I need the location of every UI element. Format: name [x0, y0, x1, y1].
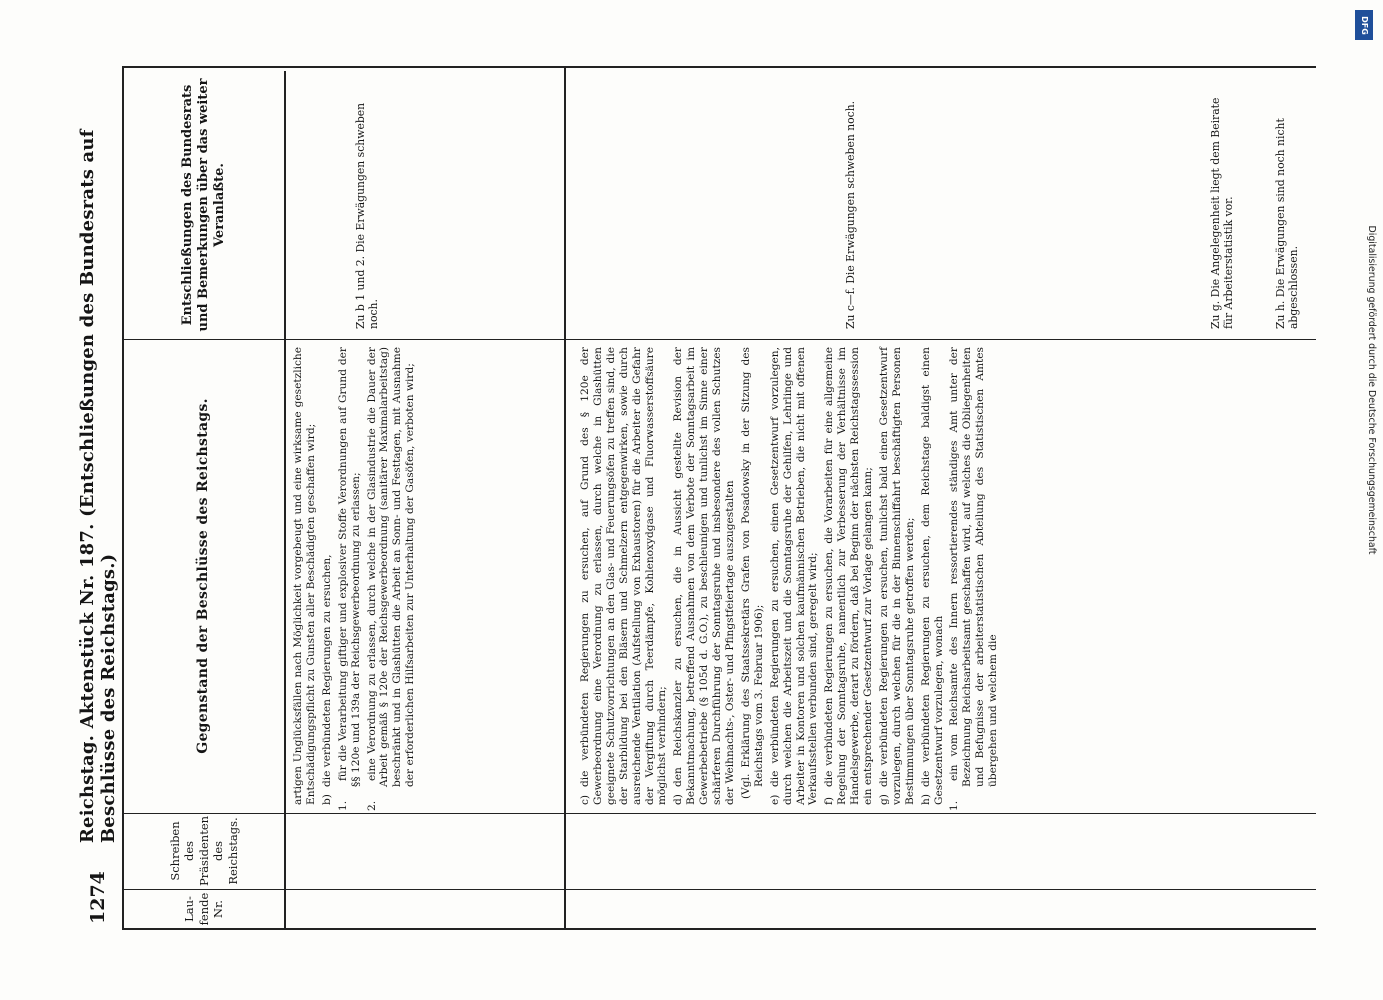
- decision-table: [122, 66, 1316, 930]
- running-head: Reichstag. Aktenstück Nr. 187. (Entschließungen des Bundesrats auf Beschlüsse des Reichstags.): [77, 129, 119, 844]
- rotated-page: [77, 70, 1320, 930]
- item-g-label: g): [877, 794, 890, 805]
- item-b2-text: eine Verordnung zu erlassen, durch welche in der Glasindustrie die Dauer der Arbeit gemäß § 120e der Reichsgewerbeordnung (sanitärer Maximalarbeitstag) beschränkt und in Glashütten die Arbeit an Sonn- und Festtagen, mit Ausnahme der erforderlichen Hilfsarbeiten zur Unterhaltung der Gasöfen, verboten wird;: [365, 347, 417, 787]
- item-h1-text: ein vom Reichsamte des Innern ressortierendes ständiges Amt unter der Bezeichnung Reichsarbeitsamt geschaffen wird, auf welches die Obliegenheiten und Befugnisse der arbeiterstatistischen Abteilung des Statistischen Amtes übergehen und welchem die: [948, 347, 1000, 787]
- item-d: [672, 347, 737, 805]
- item-b-label: b): [320, 794, 333, 805]
- item-h: [920, 347, 946, 805]
- item-e-label: e): [768, 794, 781, 805]
- item-h1-label: 1.: [948, 800, 961, 811]
- item-d-label: d): [672, 794, 685, 805]
- item-b1-text: für die Verarbeitung giftiger und explosiver Stoffe Verordnungen auf Grund der §§ 120e und 139a der Reichsgewerbeordnung zu erlassen;: [336, 347, 362, 787]
- column-entschliessungen: [124, 71, 1316, 340]
- column-header-schreiben: Schreiben des Präsidenten des Reichstags.: [124, 813, 286, 889]
- item-h-label: h): [919, 794, 932, 805]
- column-laufende-nr: [124, 890, 1316, 928]
- digitization-credit: Digitalisierung gefördert durch die Deutsche Forschungsgemeinschaft: [1366, 225, 1377, 555]
- column-gegenstand: [124, 339, 1316, 814]
- dfg-logo-text: DFG: [1359, 15, 1369, 35]
- item-b1: [336, 347, 363, 811]
- item-f: [823, 347, 875, 805]
- column-schreiben: [124, 813, 1316, 890]
- remark-b: Zu b 1 und 2. Die Erwägungen schweben noch.: [354, 102, 380, 329]
- item-h-text: die verbündeten Regierungen zu ersuchen, dem Reichstage baldigst einen Gesetzentwurf vorzulegen, wonach: [919, 347, 945, 805]
- column-header-laufende-nr: Lau- fende Nr.: [124, 890, 286, 928]
- item-e-text: die verbündeten Regierungen zu ersuchen, einen Gesetzentwurf vorzulegen, durch welchen die Arbeitszeit und die Sonntagsruhe der Gehilfen, Lehrlinge und Arbeiter in Kontoren und solchen kaufmännischen Betrieben, die nicht mit offenen Verkaufsstellen verbunden sind, geregelt wird;: [768, 347, 820, 805]
- item-d-note: (Vgl. Erklärung des Staatssekretärs Grafen von Posadowsky in der Sitzung des Reichstags vom 3. Februar 1906);: [739, 347, 765, 799]
- page-number: 1274: [87, 871, 109, 924]
- page-header: [77, 70, 119, 930]
- item-d-text: den Reichskanzler zu ersuchen, die in Aussicht gestellte Revision der Bekanntmachung, betreffend Ausnahmen von dem Verbote der Sonntagsarbeit im Gewerbebetriebe (§ 105d d. G.O.), zu beschleunigen und tunlichst im Sinne einer schärferen Durchführung der Sonntagsruhe und insbesondere des vollen Schutzes der Weihnachts-, Oster- und Pfingstfeiertage auszugestalten: [672, 347, 736, 805]
- item-g-text: die verbündeten Regierungen zu ersuchen, tunlichst bald einen Gesetzentwurf vorzulegen, durch welchen für die in der Binnenschiffahrt beschäftigten Personen Bestimmungen über Sonntagsruhe getroffen werden;: [877, 347, 916, 805]
- digitization-sidebar: [1352, 0, 1378, 1000]
- item-h1: [948, 347, 1000, 811]
- column-header-entschliessungen: Entschließungen des Bundesrats und Bemerkungen über das weiter Veranlaßte.: [124, 71, 286, 339]
- section1-intro: artigen Unglücksfällen nach Möglichkeit vorgebeugt und eine wirksame gesetzliche Entschädigungspflicht zu Gunsten aller Beschädigten geschaffen wird;: [292, 347, 317, 805]
- item-b-text: die verbündeten Regierungen zu ersuchen,: [320, 554, 333, 787]
- item-e: [769, 347, 821, 805]
- section1-text: [292, 347, 420, 811]
- dfg-logo: [1355, 10, 1373, 40]
- remark-h: Zu h. Die Erwägungen sind noch nicht abgeschlossen.: [1274, 118, 1300, 329]
- row-divider: [564, 68, 566, 928]
- remark-g: Zu g. Die Angelegenheit liegt dem Beirate für Arbeiterstatistik vor.: [1209, 97, 1235, 329]
- item-f-label: f): [823, 796, 836, 805]
- column-header-gegenstand: Gegenstand der Beschlüsse des Reichstags.: [124, 339, 286, 813]
- item-b2: [365, 347, 418, 811]
- item-b: [321, 347, 334, 805]
- item-f-text: die verbündeten Regierungen zu ersuchen, die Vorarbeiten für eine allgemeine Regelung der Sonntagsruhe, namentlich zur Verbesserung der Verhältnisse im Handelsgewerbe, derart zu fördern, daß bei Beginn der nächsten Reichstagssession ein entsprechender Gesetzentwurf zur Vorlage gelangen kann;: [823, 347, 875, 805]
- item-c-label: c): [579, 794, 591, 805]
- item-b1-label: 1.: [336, 800, 349, 811]
- section2-text: [579, 347, 1003, 811]
- item-c-text: die verbündeten Regierungen zu ersuchen, auf Grund des § 120e der Gewerbeordnung eine Verordnung zu erlassen, durch welche in Glashütten geeignete Schutzvorrichtungen an den Glas- und Feuerungsöfen zu treffen sind, die der Starbildung bei den Bläsern und Schmelzern entgegenwirken, sowie durch ausreichende Ventilation (Aufstellung von Exhaustoren) für die Arbeiter die Gefahr der Vergiftung durch Teerdämpfe, Kohlenoxydgase und Fluorwasserstoffsäure möglichst verhindern;: [579, 347, 669, 805]
- item-b2-label: 2.: [365, 800, 378, 811]
- item-c: [579, 347, 669, 805]
- remark-c-f: Zu c—f. Die Erwägungen schweben noch.: [844, 100, 857, 329]
- item-g: [878, 347, 917, 805]
